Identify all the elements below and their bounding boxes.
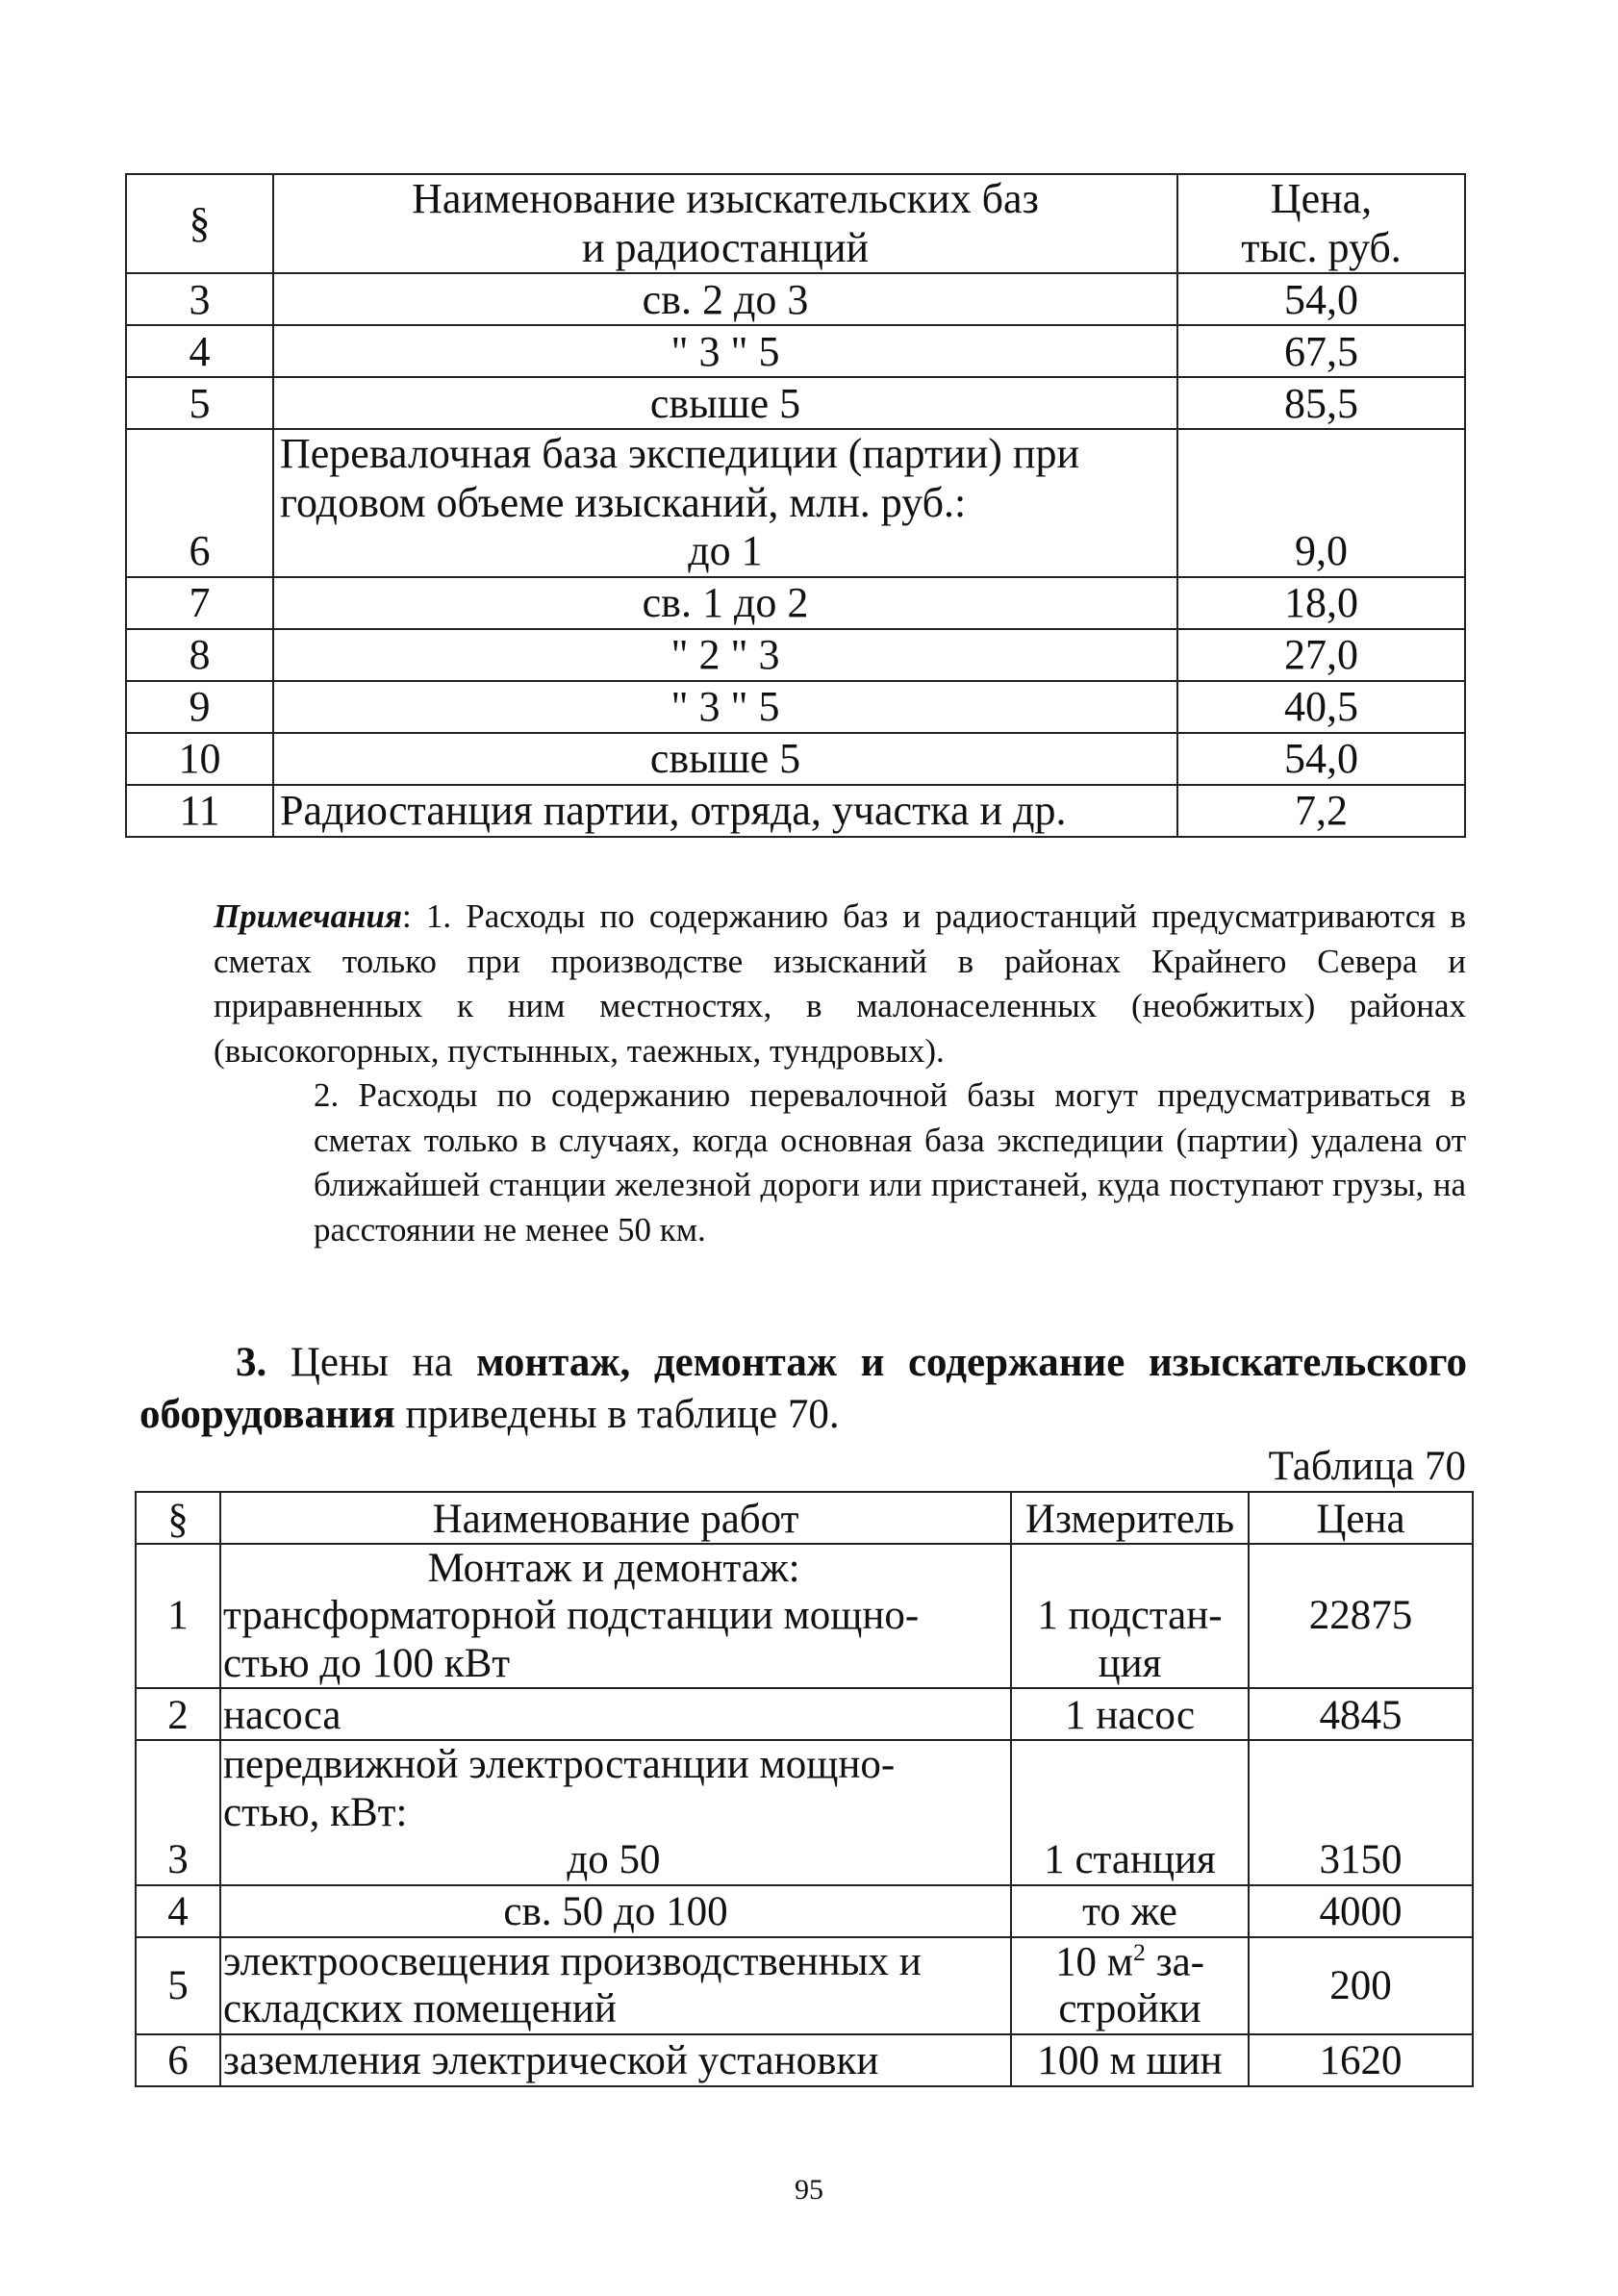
table-row [126, 785, 1465, 837]
row-number: 3 [126, 273, 273, 325]
row-price: 3150 [1249, 1740, 1473, 1884]
row-name: св. 1 до 2 [273, 577, 1177, 629]
table-row [126, 577, 1465, 629]
section-text-pre: Цены на [290, 1340, 453, 1385]
row-name: заземления электрической установки [220, 2034, 1011, 2086]
table-row [126, 273, 1465, 325]
row-name: насоса [220, 1688, 1011, 1740]
row-number: 9 [126, 681, 273, 733]
row-unit: 1 станция [1011, 1740, 1249, 1884]
notes-block [214, 895, 1466, 1252]
row-name: " 3 " 5 [273, 681, 1177, 733]
table-row [126, 377, 1465, 429]
row-name: электроосвещения производственных и складских помещений [220, 1937, 1011, 2034]
table-header-row [136, 1492, 1473, 1544]
table-row [136, 1544, 1473, 1688]
table-row [136, 1937, 1473, 2034]
row-price: 85,5 [1177, 377, 1465, 429]
row-price: 7,2 [1177, 785, 1465, 837]
note-1: Примечания: 1. Расходы по содержанию баз и радиостанций предусматриваются в сметах только при производстве изысканий в районах Крайнего Севера и приравненных к ним местностях, в малонаселенных (необжитых) районах (высокогорных, пустынных, таежных, тундровых). [214, 897, 1466, 1070]
row-name: св. 2 до 3 [273, 273, 1177, 325]
equipment-price-table [135, 1491, 1474, 2087]
row-unit: 100 м шин [1011, 2034, 1249, 2086]
table-row [136, 1740, 1473, 1884]
header-section: § [136, 1492, 220, 1544]
row-name: " 2 " 3 [273, 629, 1177, 681]
table-header-row [126, 174, 1465, 273]
note-2-text: 2. Расходы по содержанию перевалочной базы могут предусматриваться в сметах только в случаях, когда основная база экспедиции (партии) удалена от ближайшей станции железной дороги или пристаней, куда поступают грузы, на расстоянии не менее 50 км. [314, 1076, 1466, 1249]
table-row [126, 629, 1465, 681]
row-number: 11 [126, 785, 273, 837]
row-price: 4000 [1249, 1885, 1473, 1937]
table-row [126, 733, 1465, 785]
row-number: 6 [136, 2034, 220, 2086]
page-number: 95 [795, 2174, 823, 2206]
row-name: Монтаж и демонтаж: трансформаторной подстанции мощно- стью до 100 кВт [220, 1544, 1011, 1688]
table-row [126, 429, 1465, 577]
notes-label: Примечания [214, 897, 403, 935]
row-number: 3 [136, 1740, 220, 1884]
row-number: 6 [126, 429, 273, 577]
header-name: Наименование изыскательских баз и радиостанций [273, 174, 1177, 273]
header-name: Наименование работ [220, 1492, 1011, 1544]
table-row [136, 1885, 1473, 1937]
row-price: 4845 [1249, 1688, 1473, 1740]
row-name: Перевалочная база экспедиции (партии) при годовом объеме изысканий, млн. руб.: до 1 [273, 429, 1177, 577]
bases-price-table [125, 173, 1466, 838]
row-name: " 3 " 5 [273, 325, 1177, 377]
row-number: 5 [126, 377, 273, 429]
row-price: 200 [1249, 1937, 1473, 2034]
table-row [126, 681, 1465, 733]
table-row [136, 2034, 1473, 2086]
section-text-bold: монтаж, демонтаж и содержание изыскательского оборудования [139, 1340, 1467, 1437]
row-name: свыше 5 [273, 377, 1177, 429]
section-text-post: приведены в таблице 70. [405, 1391, 840, 1437]
row-number: 5 [136, 1937, 220, 2034]
row-number: 10 [126, 733, 273, 785]
row-price: 40,5 [1177, 681, 1465, 733]
row-price: 22875 [1249, 1544, 1473, 1688]
note-1-text: 1. Расходы по содержанию баз и радиостанций предусматриваются в сметах только при производстве изысканий в районах Крайнего Севера и приравненных к ним местностях, в малонаселенных (необжитых) районах (высокогорных, пустынных, таежных, тундровых). [214, 897, 1466, 1070]
header-price: Цена [1249, 1492, 1473, 1544]
row-price: 54,0 [1177, 733, 1465, 785]
section-paragraph [139, 1337, 1467, 1441]
row-number: 7 [126, 577, 273, 629]
row-price: 54,0 [1177, 273, 1465, 325]
table-caption: Таблица 70 [1268, 1444, 1466, 1489]
section-number: 3. [236, 1340, 267, 1385]
row-number: 8 [126, 629, 273, 681]
row-unit: 10 $м^2$ за- стройки [1011, 1937, 1249, 2034]
row-price: 18,0 [1177, 577, 1465, 629]
row-unit: то же [1011, 1885, 1249, 1937]
row-number: 1 [136, 1544, 220, 1688]
row-name: свыше 5 [273, 733, 1177, 785]
row-price: 67,5 [1177, 325, 1465, 377]
row-price: 1620 [1249, 2034, 1473, 2086]
note-2 [214, 1073, 1466, 1252]
row-number: 4 [126, 325, 273, 377]
row-price: 27,0 [1177, 629, 1465, 681]
table-row [126, 325, 1465, 377]
row-name: передвижной электростанции мощно- стью, кВт: до 50 [220, 1740, 1011, 1884]
row-unit: 1 подстан- ция [1011, 1544, 1249, 1688]
row-price: 9,0 [1177, 429, 1465, 577]
header-unit: Измеритель [1011, 1492, 1249, 1544]
table-row [136, 1688, 1473, 1740]
row-unit: 1 насос [1011, 1688, 1249, 1740]
row-number: 2 [136, 1688, 220, 1740]
row-name: Радиостанция партии, отряда, участка и др. [273, 785, 1177, 837]
row-number: 4 [136, 1885, 220, 1937]
header-price: Цена, тыс. руб. [1177, 174, 1465, 273]
row-name: св. 50 до 100 [220, 1885, 1011, 1937]
header-section: § [126, 174, 273, 273]
